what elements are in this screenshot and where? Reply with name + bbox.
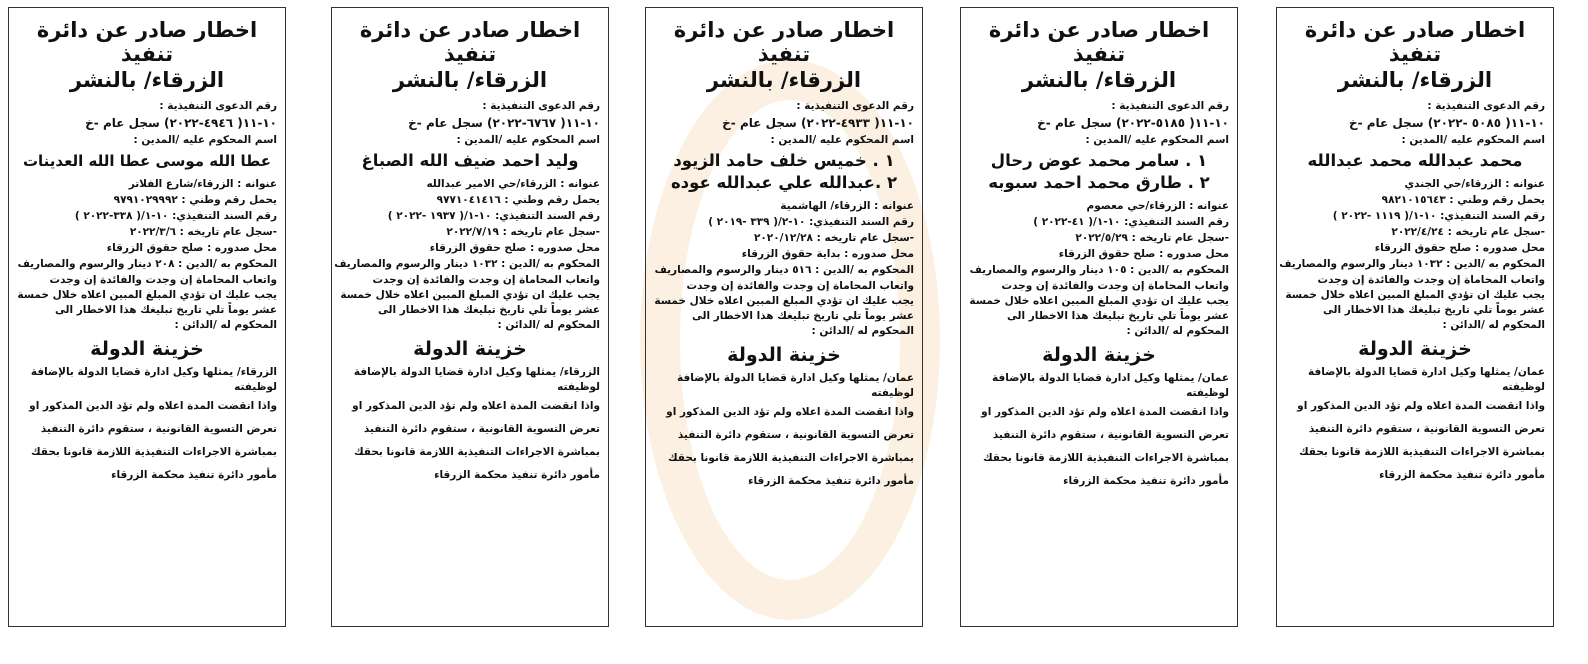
closing-line-2: تعرض التسوية القانونية ، ستقوم دائرة التنفيذ (363, 423, 600, 435)
notice-card (960, 7, 1238, 627)
closing-line-3: بمباشرة الاجراءات التنفيذية اللازمة قانونا بحقك (353, 446, 600, 458)
notice-subtitle: الزرقاء/ بالنشر (392, 68, 548, 92)
notice-title: اخطار صادر عن دائرة تنفيذ (36, 18, 258, 66)
debtor-address: عنوانه : الزرقاء/حي الجندي (1404, 178, 1545, 190)
case-label: رقم الدعوى التنفيذية : (796, 100, 914, 112)
creditor-name: خزينة الدولة (1042, 344, 1156, 366)
creditor-representative: عمان/ يمثلها وكيل ادارة قضايا الدولة بالإضافة لوظيفته (992, 372, 1229, 399)
notice-title: اخطار صادر عن دائرة تنفيذ (359, 18, 581, 66)
issued-by: محل صدوره : صلح حقوق الزرقاء (1374, 242, 1545, 254)
debtor-name: ١ . خميس خلف حامد الزيود (673, 151, 895, 170)
signature: مأمور دائرة تنفيذ محكمة الزرقاء (434, 469, 600, 481)
issued-by: محل صدوره : صلح حقوق الزرقاء (429, 242, 600, 254)
debtor-address: عنوانه : الزرقاء/ الهاشمية (780, 200, 914, 212)
notice-card (645, 7, 923, 627)
debtor-name: عطا الله موسى عطا الله العدينات (22, 152, 272, 170)
closing-line-1: واذا انقضت المدة اعلاه ولم تؤد الدين المذكور او (29, 400, 277, 412)
creditor-representative: عمان/ يمثلها وكيل ادارة قضايا الدولة بالإضافة لوظيفته (1308, 366, 1545, 393)
closing-line-1: واذا انقضت المدة اعلاه ولم تؤد الدين المذكور او (1297, 400, 1545, 412)
bond-number: رقم السند التنفيذي: ١٠-١/( ٤١-٢٠٢٢ ) (1033, 216, 1229, 228)
creditor-name: خزينة الدولة (727, 344, 841, 366)
case-number: ١٠-١١( ٤٩٤٦-٢٠٢٢) سجل عام -خ (85, 116, 277, 130)
issued-by: محل صدوره : صلح حقوق الزرقاء (106, 242, 277, 254)
payment-warning: يجب عليك ان تؤدي المبلغ المبين اعلاه خلال خمسة عشر يوماً تلي تاريخ تبليغك هذا الاخطار الى المحكوم له /الدائن : (340, 289, 600, 331)
payment-warning: يجب عليك ان تؤدي المبلغ المبين اعلاه خلال خمسة عشر يوماً تلي تاريخ تبليغك هذا الاخطار الى المحكوم له /الدائن : (17, 289, 277, 331)
debtor-address: عنوانه : الزرقاء/شارع الفلاتر (128, 178, 277, 190)
judgment-amount: المحكوم به /الدين : ١٠٥ دينار والرسوم والمصاريف (969, 264, 1229, 276)
creditor-representative: عمان/ يمثلها وكيل ادارة قضايا الدولة بالإضافة لوظيفته (677, 372, 914, 399)
debtor-name: وليد احمد ضيف الله الصباغ (361, 151, 579, 170)
payment-warning: يجب عليك ان تؤدي المبلغ المبين اعلاه خلال خمسة عشر يوماً تلي تاريخ تبليغك هذا الاخطار الى المحكوم له /الدائن : (654, 295, 914, 337)
notice-title: اخطار صادر عن دائرة تنفيذ (988, 18, 1210, 66)
case-number: ١٠-١١( ٦٧٦٧-٢٠٢٢) سجل عام -خ (408, 116, 600, 130)
fees-line: واتعاب المحاماة إن وجدت والفائدة إن وجدت (49, 274, 277, 286)
fees-line: واتعاب المحاماة إن وجدت والفائدة إن وجدت (686, 280, 914, 292)
notice-card (331, 7, 609, 627)
case-number: ١٠-١١( ٤٩٣٣-٢٠٢٢) سجل عام -خ (722, 116, 914, 130)
debtor-address: عنوانه : الزرقاء/حي الامير عبدالله (426, 178, 600, 190)
fees-line: واتعاب المحاماة إن وجدت والفائدة إن وجدت (372, 274, 600, 286)
debtor-label: اسم المحكوم عليه /المدين : (770, 134, 914, 146)
closing-line-1: واذا انقضت المدة اعلاه ولم تؤد الدين المذكور او (981, 406, 1229, 418)
creditor-name: خزينة الدولة (90, 338, 204, 360)
notice-card (1276, 7, 1554, 627)
debtor-label: اسم المحكوم عليه /المدين : (456, 134, 600, 146)
notice-title: اخطار صادر عن دائرة تنفيذ (1304, 18, 1526, 66)
national-id: يحمل رقم وطني : ٩٧٧١٠٤١٤١٦ (436, 194, 600, 206)
judgment-amount: المحكوم به /الدين : ١٠٣٢ دينار والرسوم والمصاريف (334, 258, 600, 270)
fees-line: واتعاب المحاماة إن وجدت والفائدة إن وجدت (1001, 280, 1229, 292)
creditor-name: خزينة الدولة (413, 338, 527, 360)
notice-subtitle: الزرقاء/ بالنشر (1021, 68, 1177, 92)
case-number: ١٠-١١( ٥٠٨٥ -٢٠٢٢) سجل عام -خ (1348, 116, 1545, 130)
closing-line-1: واذا انقضت المدة اعلاه ولم تؤد الدين المذكور او (666, 406, 914, 418)
closing-line-1: واذا انقضت المدة اعلاه ولم تؤد الدين المذكور او (352, 400, 600, 412)
payment-warning: يجب عليك ان تؤدي المبلغ المبين اعلاه خلال خمسة عشر يوماً تلي تاريخ تبليغك هذا الاخطار الى المحكوم له /الدائن : (969, 295, 1229, 337)
debtor-name: محمد عبدالله محمد عبدالله (1307, 151, 1523, 170)
closing-line-2: تعرض التسوية القانونية ، ستقوم دائرة التنفيذ (677, 429, 914, 441)
notice-card (8, 7, 286, 627)
creditor-representative: الزرقاء/ يمثلها وكيل ادارة قضايا الدولة بالإضافة لوظيفته (30, 366, 277, 393)
debtor-label: اسم المحكوم عليه /المدين : (133, 134, 277, 146)
closing-line-3: بمباشرة الاجراءات التنفيذية اللازمة قانونا بحقك (982, 452, 1229, 464)
fees-line: واتعاب المحاماة إن وجدت والفائدة إن وجدت (1317, 274, 1545, 286)
closing-line-3: بمباشرة الاجراءات التنفيذية اللازمة قانونا بحقك (30, 446, 277, 458)
bond-number: رقم السند التنفيذي: ١٠-١/( ١١١٩ -٢٠٢٢ ) (1332, 210, 1545, 222)
judgment-amount: المحكوم به /الدين : ٥١٦ دينار والرسوم والمصاريف (654, 264, 914, 276)
bond-number: رقم السند التنفيذي: ١٠-١/( ٣٣٨-٢٠٢٢ ) (74, 210, 277, 222)
creditor-name: خزينة الدولة (1358, 338, 1472, 360)
notice-title: اخطار صادر عن دائرة تنفيذ (673, 18, 895, 66)
closing-line-3: بمباشرة الاجراءات التنفيذية اللازمة قانونا بحقك (1298, 446, 1545, 458)
payment-warning: يجب عليك ان تؤدي المبلغ المبين اعلاه خلال خمسة عشر يوماً تلي تاريخ تبليغك هذا الاخطار الى المحكوم له /الدائن : (1285, 289, 1545, 331)
judgment-amount: المحكوم به /الدين : ٢٠٨ دينار والرسوم والمصاريف (17, 258, 277, 270)
national-id: يحمل رقم وطني : ٩٨٢١٠١٥٦٤٣ (1381, 194, 1545, 206)
bond-date: -سجل عام تاريخه : ٢٠٢٢/٤/٢٤ (1391, 226, 1545, 238)
bond-number: رقم السند التنفيذي: ١٠-٢/( ٣٣٩ -٢٠١٩ ) (708, 216, 914, 228)
bond-date: -سجل عام تاريخه : ٢٠٢٢/٣/٦ (129, 226, 277, 238)
debtor-name: ١ . سامر محمد عوض رحال (990, 151, 1208, 170)
notice-subtitle: الزرقاء/ بالنشر (706, 68, 862, 92)
signature: مأمور دائرة تنفيذ محكمة الزرقاء (1379, 469, 1545, 481)
closing-line-2: تعرض التسوية القانونية ، ستقوم دائرة التنفيذ (40, 423, 277, 435)
bond-date: -سجل عام تاريخه : ٢٠٢٠/١٢/٢٨ (753, 232, 914, 244)
issued-by: محل صدوره : بداية حقوق الزرقاء (741, 248, 914, 260)
closing-line-3: بمباشرة الاجراءات التنفيذية اللازمة قانونا بحقك (667, 452, 914, 464)
bond-date: -سجل عام تاريخه : ٢٠٢٢/٥/٢٩ (1075, 232, 1229, 244)
bond-number: رقم السند التنفيذي: ١٠-١/( ١٩٣٧ -٢٠٢٢ ) (387, 210, 600, 222)
debtor-address: عنوانه : الزرقاء/حي معصوم (1086, 200, 1229, 212)
case-label: رقم الدعوى التنفيذية : (1111, 100, 1229, 112)
case-label: رقم الدعوى التنفيذية : (1427, 100, 1545, 112)
closing-line-2: تعرض التسوية القانونية ، ستقوم دائرة التنفيذ (992, 429, 1229, 441)
issued-by: محل صدوره : صلح حقوق الزرقاء (1058, 248, 1229, 260)
judgment-amount: المحكوم به /الدين : ١٠٣٢ دينار والرسوم والمصاريف (1279, 258, 1545, 270)
notice-subtitle: الزرقاء/ بالنشر (1337, 68, 1493, 92)
case-number: ١٠-١١( ٥١٨٥-٢٠٢٢) سجل عام -خ (1037, 116, 1229, 130)
debtor-name: ٢ .عبدالله علي عبدالله عوده (670, 173, 898, 192)
creditor-representative: الزرقاء/ يمثلها وكيل ادارة قضايا الدولة بالإضافة لوظيفته (353, 366, 600, 393)
national-id: يحمل رقم وطني : ٩٧٩١٠٢٩٩٩٢ (113, 194, 277, 206)
case-label: رقم الدعوى التنفيذية : (482, 100, 600, 112)
debtor-label: اسم المحكوم عليه /المدين : (1401, 134, 1545, 146)
notice-subtitle: الزرقاء/ بالنشر (69, 68, 225, 92)
debtor-name: ٢ . طارق محمد احمد سبوبه (988, 173, 1210, 192)
signature: مأمور دائرة تنفيذ محكمة الزرقاء (748, 475, 914, 487)
debtor-label: اسم المحكوم عليه /المدين : (1085, 134, 1229, 146)
bond-date: -سجل عام تاريخه : ٢٠٢٢/٧/١٩ (446, 226, 600, 238)
signature: مأمور دائرة تنفيذ محكمة الزرقاء (111, 469, 277, 481)
case-label: رقم الدعوى التنفيذية : (159, 100, 277, 112)
closing-line-2: تعرض التسوية القانونية ، ستقوم دائرة التنفيذ (1308, 423, 1545, 435)
signature: مأمور دائرة تنفيذ محكمة الزرقاء (1063, 475, 1229, 487)
